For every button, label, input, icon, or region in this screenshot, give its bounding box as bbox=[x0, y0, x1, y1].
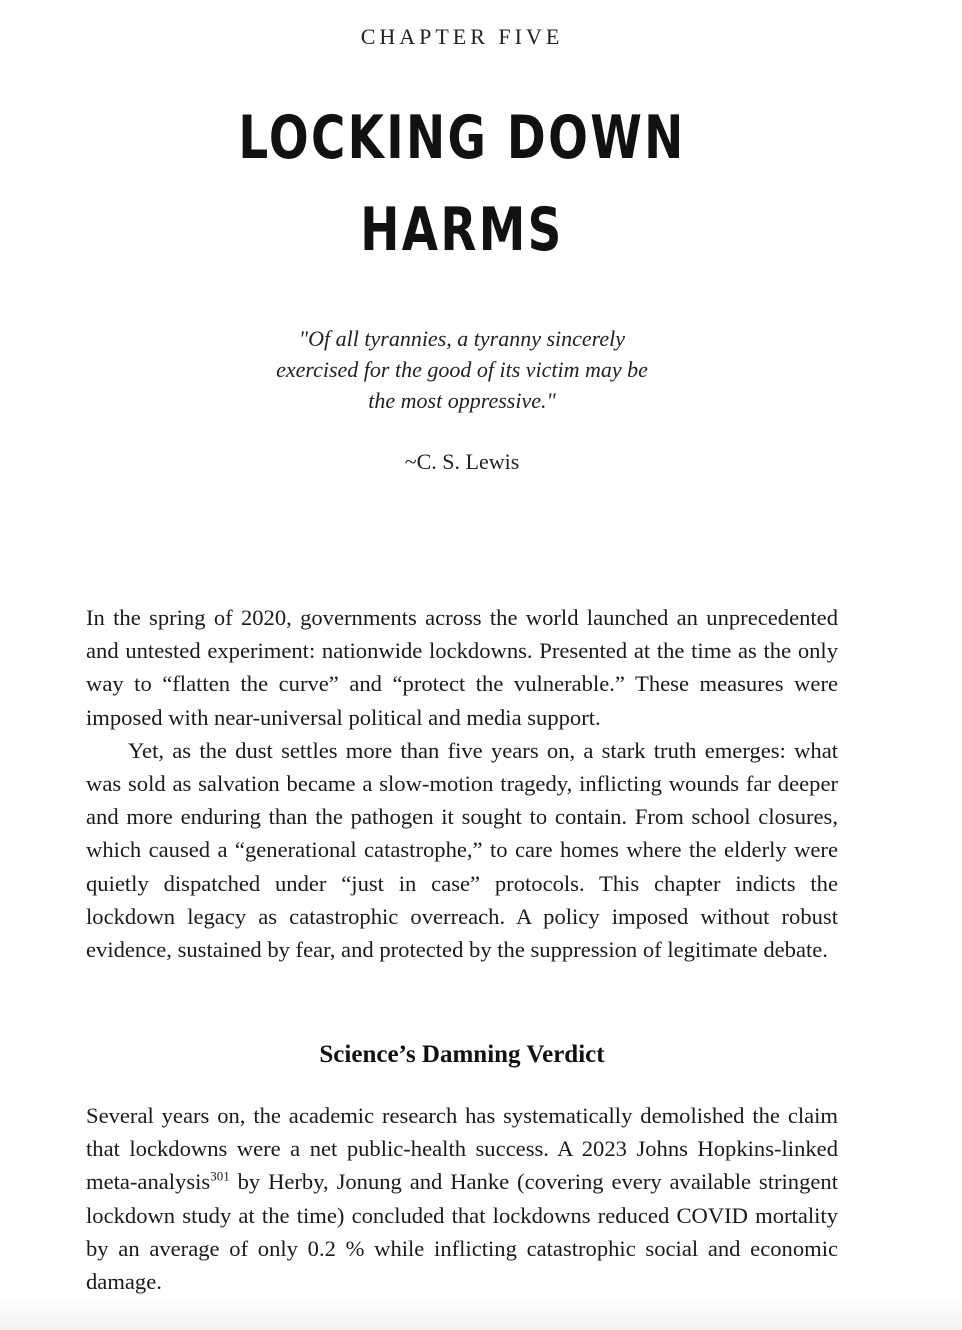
chapter-title-line-1: LOCKING DOWN bbox=[238, 103, 686, 173]
epigraph-quote bbox=[0, 323, 924, 416]
epigraph-attribution: ~C. S. Lewis bbox=[404, 449, 520, 474]
epigraph-line-2: exercised for the good of its victim may be bbox=[276, 357, 648, 382]
section-text bbox=[86, 1099, 838, 1298]
section-text-after-ref: by Herby, Jonung and Hanke (covering every available stringent lockdown study at the time) concluded that lockdowns reduced COVID mortality by an average of only 0.2 % while inflicting catastrophic social and economic damage. bbox=[86, 1169, 838, 1295]
intro-text bbox=[86, 601, 838, 966]
chapter-title-line-2: HARMS bbox=[360, 195, 564, 265]
body-paragraph-2: Yet, as the dust settles more than five years on, a stark truth emerges: what was sold as salvation became a slow-motion tragedy, inflicting wounds far deeper and more enduring than the pathogen it sought to contain. From school closures, which caused a “generational catastrophe,” to care homes where the elderly were quietly dispatched under “just in case” protocols. This chapter indicts the lockdown legacy as catastrophic overreach. A policy imposed without robust evidence, sustained by fear, and protected by the suppression of legitimate debate. bbox=[86, 737, 838, 963]
chapter-label: CHAPTER FIVE bbox=[360, 24, 564, 49]
section-text-before-ref: Several years on, the academic research has systematically demolished the claim that lockdowns were a net public-health success. A 2023 Johns Hopkins-linked meta-analysis bbox=[86, 1103, 838, 1195]
epigraph-line-3: the most oppressive." bbox=[368, 388, 556, 413]
footnote-reference[interactable]: 301 bbox=[210, 1168, 230, 1184]
section-heading: Science’s Damning Verdict bbox=[319, 1041, 605, 1068]
epigraph-line-1: "Of all tyrannies, a tyranny sincerely bbox=[298, 326, 626, 351]
chapter-title bbox=[102, 92, 823, 276]
body-paragraph-1: In the spring of 2020, governments across the world launched an unprecedented and untested experiment: nationwide lockdowns. Presented at the time as the only way to “flatten the curve” and “protect the vulnerable.” These measures were imposed with near-universal political and media support. bbox=[86, 605, 838, 730]
section-paragraph-1 bbox=[86, 1099, 838, 1298]
